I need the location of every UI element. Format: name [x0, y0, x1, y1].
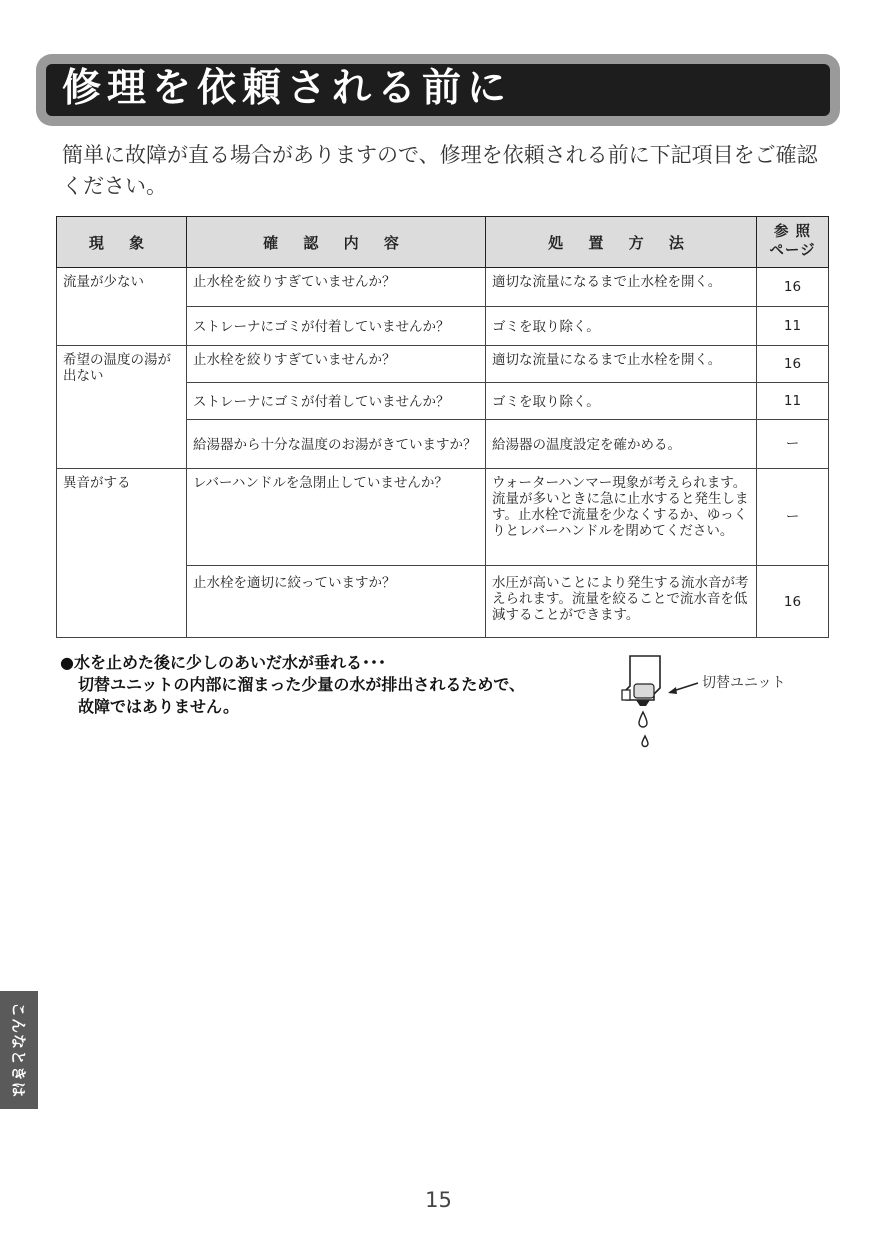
illustration-label: 切替ユニット	[702, 675, 786, 691]
check-cell: レバーハンドルを急閉止していませんか？	[187, 469, 486, 566]
note-line3: 故障ではありません。	[78, 697, 239, 716]
table-header-row	[57, 217, 829, 268]
page-title: 修理を依頼される前に	[62, 66, 513, 111]
note-line2: 切替ユニットの内部に溜まった少量の水が排出されるためで、	[78, 675, 526, 694]
header-ref-line2: ページ	[769, 243, 816, 259]
check-cell: 止水栓を絞りすぎていませんか？	[187, 346, 486, 383]
ref-cell: ー	[757, 469, 829, 566]
ref-cell: 11	[757, 307, 829, 346]
faucet-drip-icon	[612, 650, 812, 760]
remedy-cell: 適切な流量になるまで止水栓を開く。	[486, 346, 757, 383]
header-symptom: 現 象	[57, 217, 187, 268]
ref-cell: 11	[757, 383, 829, 420]
ref-cell: ー	[757, 420, 829, 469]
check-cell: ストレーナにゴミが付着していませんか？	[187, 383, 486, 420]
remedy-cell: ゴミを取り除く。	[486, 383, 757, 420]
check-cell: 止水栓を絞りすぎていませんか？	[187, 268, 486, 307]
ref-cell: 16	[757, 268, 829, 307]
remedy-cell: 適切な流量になるまで止水栓を開く。	[486, 268, 757, 307]
remedy-cell: 水圧が高いことにより発生する流水音が考えられます。流量を絞ることで流水音を低減することができます。	[486, 566, 757, 638]
side-tab-label: こんなときは	[9, 1001, 28, 1099]
switch-unit-illustration	[612, 650, 812, 760]
check-cell: 止水栓を適切に絞っていますか？	[187, 566, 486, 638]
ref-cell: 16	[757, 346, 829, 383]
table-row	[57, 268, 829, 307]
side-tab	[0, 991, 38, 1109]
header-ref	[757, 217, 829, 268]
note-line1: ●水を止めた後に少しのあいだ水が垂れる･･･	[60, 653, 386, 672]
dripping-note	[60, 652, 620, 718]
remedy-cell: ゴミを取り除く。	[486, 307, 757, 346]
remedy-cell: 給湯器の温度設定を確かめる。	[486, 420, 757, 469]
check-cell: 給湯器から十分な温度のお湯がきていますか？	[187, 420, 486, 469]
check-cell: ストレーナにゴミが付着していませんか？	[187, 307, 486, 346]
intro-text: 簡単に故障が直る場合がありますので、修理を依頼される前に下記項目をご確認ください。	[62, 143, 818, 198]
symptom-cell: 異音がする	[57, 469, 187, 638]
table-row	[57, 346, 829, 383]
remedy-cell: ウォーターハンマー現象が考えられます。流量が多いときに急に止水すると発生します。止水栓で流量を少なくするか、ゆっくりとレバーハンドルを閉めてください。	[486, 469, 757, 566]
ref-cell: 16	[757, 566, 829, 638]
header-ref-line1: 参 照	[773, 224, 812, 240]
troubleshooting-table	[56, 216, 829, 638]
header-remedy: 処 置 方 法	[486, 217, 757, 268]
symptom-cell: 希望の温度の湯が出ない	[57, 346, 187, 469]
symptom-cell: 流量が少ない	[57, 268, 187, 346]
page-number: 15	[425, 1188, 452, 1212]
table-row	[57, 469, 829, 566]
header-check: 確 認 内 容	[187, 217, 486, 268]
